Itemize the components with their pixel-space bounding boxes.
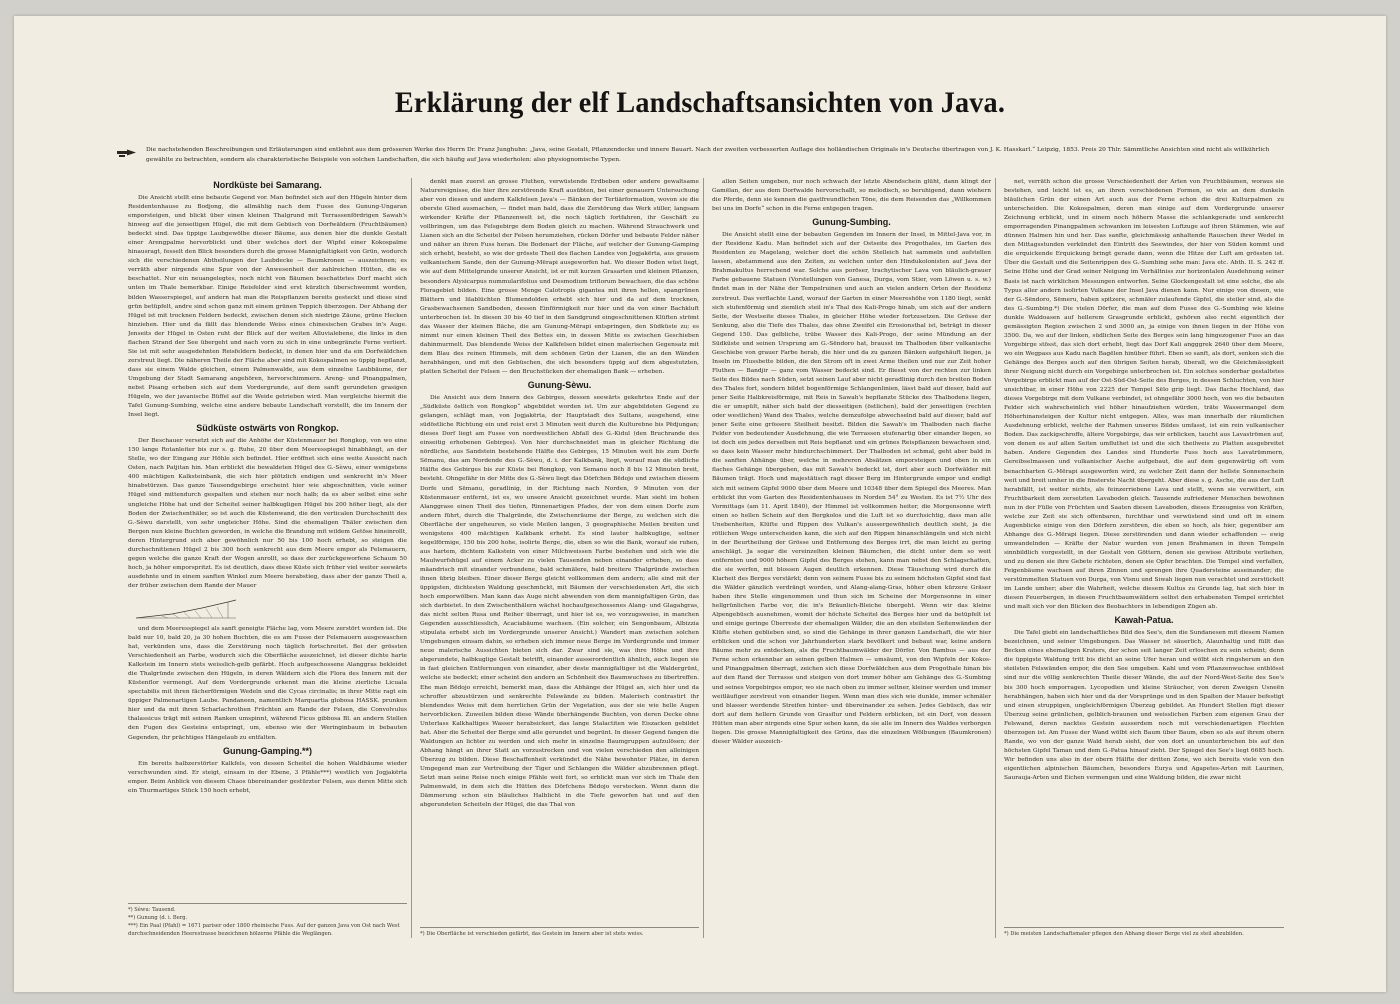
footnotes (128, 903, 407, 938)
page-title: Erklärung der elf Landschaftsansichten von Java. (394, 86, 1006, 119)
footnote: *) Sèwu: Tausend. (128, 907, 176, 913)
section-heading-südküste-ostwärts-von-rongkop: Südküste ostwärts von Rongkop. (196, 423, 339, 434)
coast-profile-sketch (132, 594, 242, 622)
section-heading-kawah-patua: Kawah-Patua. (1114, 615, 1174, 626)
paragraph: und dem Meeresspiegel als sanft geneigte Fläche lag, vom Meere zerstört worden ist. Die bald nur 10, bald 20, ja 30 hohen Buchten, die es am Fusse der Felsmauern ausgewaschen hat, verkünden uns, dass die Zerstörung noch täglich fortschreitet. Bei der grössten Verschiedenheit an Farbe, wodurch sich die Oberfläche auszeichnet, ist dieser dichte harte Kalkstein im Innern stets weisslich-gelb gefärbt. Hoch aufgeschossene Alanggras bekleidet die Thalgründe zwischen den Hügeln, in deren Wäldern sich die Flora des Innern mit der Küstenflor vermengt. Auf dem Vordergrunde erkennt man die kleine zierliche Licuala spectabilis mit ihren fächerförmigen Wedeln und die Cycas circinalis; in ihrer Mitte ragt ein üppiger Palmenartigen Laube. Pandaneen, namentlich Marquartia globosa HASSK. prunken hier und da mit ihren Scharlachrothen Früchten am Rande der Felsen, die Convolvulus thalassicus trägt mit seinen Ranken umspinnt, während Ficus gibbosa Bl. an andern Stellen den Fugen des Gesteins entspringt, um, ebenso wie der Weringinbaum in bebauten Gegenden, ihr prächtiges Hängelaub zu entfalten. (128, 625, 407, 741)
section-heading-gunung-gamping: Gunung-Gamping.**) (223, 745, 312, 756)
paragraph: Die Ansicht aus dem Innern des Gebirges, dessen seewärts gekehrtes Ende auf der „Südküste östlich von Rongkop“ abgebildet worden ist. Um zur abgebildeten Gegend zu gelangen, schlägt man, von Jogjakërta, der Hauptstadt des Sultans, ausgehend, eine südöstliche Richtung ein und reist erst 3 Minuten weit durch die Kulturebne bis Pëdjungan; dieses Dorf liegt am Fusse von nordwestlichen Abfall des G.-Kidul (den Bruchrande des einseitig erhobenen Gebirges). Von hier durchschneidet man in gleicher Richtung die nördliche, aus Sandstein bestehende Hälfte des Gebirges, 15 Minuten weit bis zum Dorfe Sëmanu, das am Nordende des G.-Sèwu, d. i. der Kalkbank, liegt, worauf man die südliche Hälfte des Gebirges bis zur Küste bei Rongkop, von Semanu noch 8 bis 12 Minuten breit, besteht. Ohngefähr in der Mitte des G.-Sèwu liegt das Dörfchen Bëdojo und zwischen diesem Dorfe und Sëmanu, geradlinig, in der Richtung nach Norden, 9 Minuten von der Küstenmauer entfernt, ist es, wo unsere Ansicht gezeichnet wurde. Man sieht im hohen Alanggrase einen Theil des tiefen, Rinnenartigen Pfades, der von dem einen Dorfe zum andern führt, durch die Thalgründe, die Zwischenräume der Berge, zu welchen sich die Oberfläche der ungeheuren, so viele Meilen langen, 3 geographische Meilen breiten und wenigstens 400 mächtigen Kalkbank erhebt. Es sind lauter halbkuglige, seltner kegelförmige, 150 bis 200 hohe, isolirte Berge, die, eben so wie die Bank, worauf sie ruhen, aus hartem, dichtem Kalkstein von einer Milchweissen Farbe bestehen und sich wie die Maulwurfshügel auf einem Acker zu vielen Tausenden neben einander erheben, so dass mäandrisch mit einander verbundene, bald schmälere, bald breitere Thalgründe zwischen ihnen übrig bleiben. Einer dieser Berge gleicht vollkommen dem andern; alle sind mit der üppigsten, dichtesten Waldung geschmückt, mit Bäumen der verschiedensten Art, die sich hoch emporwölben. Man kann das Auge nicht abwenden von dem mannigfaltigen Grün, das sich darbietet. In den Zwischenthälern wächst hochaufgeschossenes Alang- und Glagahgras, das nicht selten Rusa und Reiher überragt, und hier ist es, wo vorzugsweise, in manchen Gegenden ausschliesslich, Acaciabäume wachsen. (Ein solcher, ein Sengonbaum, Albizzia stipulata erhebt sich im Vordergrunde unserer Ansicht.) Wandert man zwischen solchen Umgebungen einsam dahin, so erheben sich immer neue Berge im Vordergrunde und immer neue malerische Aussichten bieten sich dar. Zwar sind sie, was ihre Höhe und ihre abgerundete, halbkuglige Gestalt betrifft, einander ausserordentlich ähnlich, auch liegen sie in fast gleichen Entfernungen von einander, aber deste mannigfaltiger ist die Waldergrünt, welche sie bedeckt; einer scheint den andern an Schönheit des Baumwuchses zu übertreffen. Ehe man Bëdojo erreicht, bemerkt man, dass die Abhänge der Hügel an, sich hier und da schroffer abzustürzen und senkrechte Felswände zu bilden. Malerisch contrastirt ihr blendendes Weiss mit dem herrlichen Grün der Vegetation, aus der sie wie helle Augen hervorblicken. Zuweilen bilden diese Wände überhängende Buchten, von deren Decke ohne Unterlass Kalkhaltiges Wasser herabsickert, das lange Stalactiten wie Eiszacken gebildet hat. Aber die Scheitel der Berge sind alle gerundet und begrünt. In dieser Gegend fangen die Waldungen an lichter zu werden und sich mehr in einzelne Baumgruppen aufzulösen; der Abhang hängt an ihrer Statt an vorzustrecken und von vielen verschieden den alleinigen Überzug zu bilden. Diese Beschaffenheit verkündet die Nähe bewohnter Plätze, in deren Umgegend man zur Vertreibung der Tiger und Schlangen die Wälder abzubrennen pflegt. Setzt man seine Reise noch einige Pfähle weit fort, so erblickt man vor sich im Thale den Palmenwald, in dem sich die Hütten des Dörfchens Bëdojo verstecken. Wenn dann die Dämmerung schon ein bläuliches Halblicht in die Tiefe geworfen hat und auf den abgerundeten Scheiteln der Hügel, die das Thal von (420, 395, 699, 809)
paragraph: Ein bereits halbzerstörter Kalkfels, von dessen Scheitel die hohen Waldbäume wieder verschwunden sind. Er steigt, einsam in der Ebene, 3 Pfähle***) westlich von Jogjakërta empor. Beim Anblick von diesem Chaos übereinander gestürzter Felsen, aus deren Mitte sich ein Thurmartiges Stück 150 hoch erhebt, (128, 760, 407, 794)
footnotes (1004, 927, 1284, 938)
paragraph: net, verräth schon die grosse Verschiedenheit der Arten von Fruchtbäumen, woraus sie bestehen, und leicht ist es, an ihren verschiedenen Formen, so wie an dem dunkeln bläulichen Grün der einen Art auch aus der Ferne schon die drei Kulturpalmen zu unterscheiden. Die Kokospalmen, deren man einige auf dem Vordergrunde unserer Zeichnung erblickt, und in einem noch höhern Masse die schlankgerade und senkrecht emporragenden Pinangpalmen schwanken im leisesten Luftzuge auf ihren Stämmen, wie auf dünnen Halmen hin und her. Das sanfte, gleichmässig anhaltende Rauschen ihrer Wedel in den Mittagsstunden verkündet den Eintritt des Seewindes, der hier von Süden kommt und die erquickende Erquickung bringt gerade dann, wenn die Hitze der Luft am grössten ist. Über die Gestalt und die Seitenrippen des G.-Sumbing sehe man: Java etc. Abth. II. S. 242 ff. Seine Höhe und der Grad seiner Neigung im Verhältniss zur horizontalen Ausdehnung seiner Basis ist nach wirklichen Messungen entworfen. Seine Glockengestalt ist eine solche, die als Typus aller andern isolirten Vulkane der Insel Java dienen kann. Nur einige von diesen, wie der G.-Sëndoro, Sëmeru, haben spitzere, schmäler zulaufende Gipfel, die steiler sind, als die des G.-Sumbing.*) Die vielen Dörfer, die man auf dem Fusse des G.-Sumbing wie kleine dunkle Waldoasen auf hellerem Grasgrunde erblickt, gehören also recht eigentlich der gemässigten Region zwischen 2 und 3000 an, ja einige von ihnen liegen in der Höhe von 3500. Da, wo auf der linken, südlichen Seite des Berges sein lang hingezogener Fuss an das Vorgebirge stösst, das sich dort erhebt, liegt das Dorf Kali angggrek 2640 über dem Meere, wo ein Wegpass aus Kadu nach Bagëlen hinüber führt. Eben so sanft, als dort, senken sich die Gehänge des Berges auch auf den übrigen Seiten herab, überall, wo die Gleichmässigkeit ihrer Neigung nicht durch ein Vorgebirge unterbrochen ist. Ein solches sonderbar gestaltetes Vorgebirge erblickt man auf der Ost-Süd-Ost-Seite des Berges, in dessen Schluchten, von hier unsichtbar, in einer Höhe von 2225 der Tempel Sëlo grip liegt. Das flache Hochland, das dieses Vorgebirge mit dem Vulkane verbindet, ist ohngefähr 3000 hoch, von wo die bebauten Felder sich wahrscheinlich viel höher hinaufziehen würden, träte Wassermangel dem Höherhinansteigen der Kultur nicht entgegen. Alles, was man innerhalb der räumlichen Ausdehnung erblickt, welche der Rahmen unseres Bildes umfasst, ist ein rein vulkanischer Boden. Das zackigschroffe, ältere Vorgebirge, das wir erblicken, taucht aus Lavaströmen auf, von denen es auf allen Seiten umfluthet ist und die sich theilweis zu Platten ausgebreitet haben. Andere Gegenden des Landes sind Hunderte Fuss hoch aus Lavatrümmern, Gereibselmassen und vulkanischer Asche aufgebaut, die auf dem gegenwärtig oft vom benachbarten G.-Mërapi ausgeworfen wird, zu welcher Zeit dann der hellste Sonnenschein weit und breit umher in die finsterste Nacht übergeht. Aber diese s. g. Asche, die aus der Luft herabfällt, ist weiter nichts, als feinzerriebene Lava und stellt, wenn sie verwittert, ein Fruchtbarkeit dem zersetzten Lavaboden gleich. Tausende zufriedener Menschen bewohnen nun in der Fülle von Früchten und Saaten diesen Lavaboden, dieses Erzeugniss von Kräften, welche zur Zeit sie sich offenbaren, furchtbar und verwüstend sind und oft in einem Augenblicke einige von den Dörfern zerstören, die eben so hoch, als hier, gegenüber am Abhange des G.-Mërapi liegen. Diese zerstörenden und dann wieder schaffenden — ewig umwandelnden — Kräfte der Natur wurden von jenen Brahmanen in ihren Tempeln sinnbildlich vorgestellt, in der Gestalt von Göttern, denen sie gewisse Attribute verliehen, und zu denen sie ihre Gebete richteten, denen sie Opfer brachten. Die Tempel sind verfallen, Feigenbäume wachsen auf ihren Zinnen und sprengen ihre Quadersteine auseinander; die verstümmelten Statuen von Durga, von Visnu und Siwah liegen nun verachtet und zerstückelt im Lande umher; aber die Wahrheit, welche diesem Kultus zu Grunde lag, hat sich hier in diesen Feuerbergen, in diesen Fruchtbaumwäldern selbst den erhabensten Tempel errichtet und malt sich vor den Blicken des Beobachters in lebendigen Zügen ab. (1004, 179, 1285, 611)
paragraph: Die Tafel giebt ein landschaftliches Bild des See's, den die Sundanesen mit diesem Namen bezeichnen, und seiner Umgebungen. Das Wasser ist säuerlich, Alaunhaltig und füllt das Becken eines ehemaligen Kraters, der schon seit langer Zeit erloschen zu sein scheint; denn die üppigste Waldung tritt bis dicht an seine Ufer heran und wölbt sich ringsherum an den steilsten Felswänden empor, die den See umgeben. Kahl und vom Pflanzenwuchse entblösst sind nur die völlig senkrechten Theile dieser Wände, die auf der Nord-West-Seite des See's bis 300 hoch emporragen. Lycopodien und kleine Sträucher, von deren Zweigen Usneën herabhängen, haben sich hier und da der Vorsprünge und in den Spalten der Mauer befestigt und einen struppigen, ungleichförmigen Überzug gebildet. An Hundert Stellen fügt dieser Überzug seine grünlichen, gelblich-braunen und weisslichen Farben zum eigenen Grau der Felswand, deren nacktes Gestein ausserdem noch mit verschiedenartigen Flechten überzogen ist. Am Fusse der Wand wölbt sich Baum über Baum, eben so als auf ihrem obern Rande, wo von der ganze Wald herab sieht, der von dort an ununterbrochen bis auf den höchsten Gipfel Taman und dem G.-Patua hinauf zieht. Der Spiegel des See's liegt 6685 hoch. Wir befinden uns also in der obern Hälfte der dritten Zone, wo sich bereits viele von den eigentlichen alpinischen Bäumchen, besonders Eurya und Agapetes-Arten mit Laurinen, Saurauja-Arten und Eichen vermengen und eine Waldung bilden, die zwar nicht (1004, 630, 1284, 781)
text-column-4 (1004, 178, 1288, 938)
paragraph: Der Beschauer versetzt sich auf die Anhöhe der Küstenmauer bei Rongkop, von wo eine 150 lange Rotanleiter bis zur s. g. Ruhe, 20 über dem Meeresspiegel hinabhängt, an der Stelle, wo der Eingang zur Höhle sich befindet. Hier eröffnet sich eine weite Aussicht nach Osten, nach Patjitan hin. Man erblickt die bewaldeten Hügel des G.-Sèwu, einer wenigstens 400 mächtigen Kalksteinbank, die sich hier plötzlich endigen und senkrecht in's Meer hinabstürzen. Das ganze Tausendgebirge erscheint hier wie abgeschnitten, viele seiner Hügel sind mittendurch gespalten und stehen nur noch halb; da es aber selbst eine sehr ungleiche Höhe hat und der Scheitel seiner halbkugligen Hügel bis 200 höher liegt, als der Boden der Zwischenthäler, so ist auch die Küstenwand, die den verticalen Durchschnitt des G.-Sèwu darstellt, von sehr ungleicher Höhe. Sind die ehemaligen Thäler zwischen den Bergen nun kleine Buchten geworden, in welche die Brandung mit wildem Getöse hineinrollt, deren Hintergrund sich aber gewöhnlich nur 50 bis 100 hoch erhebt, so steigen die durchschnittenen Hügel 2 bis 300 hoch senkrecht aus dem Meere empor als Felsmauern, gegen welche die ganze Kraft der Wogen anrollt, so dass der zurückgeworfene Schaum 50 hoch, ja höher emporspritzt. Es ist deutlich, dass diese Küste sich früher viel weiter seewärts ausdehnte und in einem sanften Winkel zum Meere herabstieg, dass aber der ganze Theil a, der früher zwischen dem Rande der Mauer (128, 438, 407, 589)
paragraph: denkt man zuerst an grosse Fluthen, verwüstende Erdbeben oder andere gewaltsame Naturereignisse, die hier ihre zerstörende Kraft ausübten, bei einer genauern Untersuchung aber von diesen und andern Kalkfelsen Java's — Bänken der Tertiärformation, wovon sie die oberste Glied ausmachen, — findet man bald, dass die Zerstörung das Werk stiller, langsam wirkender Kräfte der Pflanzenwelt ist, die noch täglich fortfahren, ihr Geschäft zu vollbringen, um das Felsgebirge dem Boden gleich zu machen. Während Strauchwerk und Lianen sich an die Scheitel der Felsen herumziehen, rücken Dörfer und bebaute Felder näher und näher an ihren Fuss heran. Die Bodenart der Fläche, auf welcher der Gunung-Gamping sich erhebt, besteht, so wie der grösste Theil des flachen Landes von Jogjakërta, aus grauem vulkanischem Sande, den der Gunung-Mërapi ausgeworfen hat. Wo dieser Boden wüst liegt, wie auf dem Mittelgrunde unserer Ansicht, ist er mit kurzen Grasarten und kleinen Pflanzen, besonders Alysicarpus nummularifolius und Desmodium triflorum bewachsen, die das schöne Floragebiet bilden. Eine grosse Menge Calotropis gigantea mit ihren hellen, spangrünen Blättern und lilablüchten Blumendolden erhebt sich hier und da auf dem trocknen, Grasbewachsenen Sandboden, dessen Einförmigkeit nur hier und da von einer Bachkluft unterbrochen ist. In diesen 30 bis 40 tief in den Sandgrund eingeschnittenen Klüften strömt das Wasser der kleinen Bäche, die am Gunung-Mërapi entspringen, den Südküste zu; es nimmt nur einen kleinen Theil des Bettes ein, in dessen Mitte es zwischen Geschieben dahinmurmelt. Das blendende Weiss der Kalkfelsen bildet einen malerischen Gegensatz mit dem Blau des reinen Himmels, mit dem schönen Grün der Lianen, die an den Wänden herabhängen, und mit den Gebüschen, die sich besonders üppig auf dem abgestutzten, platten Scheitel der Felsen — den Bruchstücken der ehemaligen Bank — erheben. (420, 179, 699, 375)
intro-text: Die nachstehenden Beschreibungen und Erläuterungen sind entlehnt aus dem grösseren Werke des Herrn Dr. Franz Junghuhn: „Java, seine Gestalt, Pflanzendecke und innere Bauart. Nach der zweiten verbesserten Auflage des holländischen Originals in's Deutsche übertragen von J. K. Hasskarl.“ Leipzig, 1853. Preis 20 Thlr. Sämmtliche Ansichten sind nicht als willkührlich gewählte zu betrachten, sondern als charakteristische Beispiele von solchen Landschaften, die sich häufig auf Java wiederholen: also physiognomische Typen. (146, 147, 1270, 163)
pointing-hand-icon (116, 147, 138, 159)
footnote: *) Die meisten Landschaftsmaler pflegen den Abhang dieser Berge viel zu steil abzubilden. (1004, 931, 1244, 937)
footnote: **) Gunung (d. i. Berg. (128, 915, 188, 921)
footnotes (420, 927, 699, 938)
paragraph: allen Seiten umgeben, nur noch schwach der letzte Abendschein glüht, dann klingt der Gamëlan, der aus dem Dorfwalde hervorschallt, so melodisch, so beruhigend, dann wiehern die Pferde, denn sie kennen die gastfreundlichen Töne, die dem Reisenden das „Willkommen bei uns im Dorfe“ schon in die Ferne entgegen tragen. (712, 179, 991, 213)
section-heading-nordküste-bei-samarang: Nordküste bei Samarang. (213, 180, 322, 190)
section-heading-gunung-s-wu: Gunung-Sèwu. (527, 380, 592, 391)
section-heading-gunung-sumbing: Gunung-Sumbing. (812, 217, 891, 228)
footnote: ***) Ein Paal (Pfahl) = 1671 pariser oder 1800 rheinische Fuss. Auf der ganzen Java von Ost nach West durchschneidenden Heerestrasse bezeichnen hölzerne Pfähle die Weglängen. (128, 923, 400, 937)
intro-row (116, 146, 1286, 165)
paragraph: Die Ansicht stellt eine bebaute Gegend vor. Man befindet sich auf den Hügeln hinter dem Residentenhause zu Bodjong, die allmählig nach dem Fusse des Gunung-Ungaran emporsteigen, und blickt über einen kleinen Thalgrund mit Terrassenfördrigen Sawah's hinweg auf die jenseitigen Hügel, die mit dem Gebüsch von Dorfwäldern (Fruchtbäumen) bedeckt sind. Das üppige Laubgewölbe dieser Bäume, aus denen hier die dunkle Gestalt einer Arengpalme hervorblickt und über welches dort der Wipfel einer Kokospalme hinausragt, fesselt den Blick besonders durch die grosse Mannigfaltigkeit von Grün, wodurch sich die verschiedenen Abtheilungen der Laubdecke — Baumkronen — auszeichnen; es verräth aber nirgends eine Spur von der Anwesenheit der zahlreichen Hütten, die es beschattet. Nur ein neuangelegtes, noch nicht von Bäumen beschattetes Dorf macht sich unten im Thale bemerkbar. Einige Reisfelder sind erst kürzlich überschwemmt worden, bilden Wasserspiegel, auf andern hat man die Reispflanzen bereits gesteckt und diese sind grün betüpfelt, andre sind schon ganz mit einem grünen Teppich überzogen. Der Abhang der Hügel ist mit trocknen Feldern bedeckt, zwischen denen sich niedrige Zäune, grüne Hecken hinziehen. Hier und da fällt das blendende Weiss eines chinesischen Grabes in's Auge. Jenseits der Hügel in Osten ruht der Blick auf der weiten Alluvialebene, die links in den flachen Strand der See übergeht und nach vorn zu sich in eine unbegränzte Ferne verliert. Sie ist mit sehr ausgedehnten Reisfeldern bedeckt, in denen hier und da ein Dorfwäldchen zerstreut liegt. Die näheren Theile der Fläche aber sind mit Kokospalmen so üppig bepflanzt, dass sie einem Walde gleichen, einem Palmenwalde, aus dem einzelne Laubbäume, der Umgebung der Stadt Samarang angehören, hervorschimmern. Areng- und Pinangpalmen, nebst Pisang erheben sich auf dem Vordergrunde, auf dem sanft gerundeten grasigen Hügeln, wo der javanische Büffel auf die Weide getrieben wird. Man vergleiche hiermit die Tafel Gunung-Sumbing, welche eine andere bebaute Landschaft vorstellt, die im Innern der Insel liegt. (128, 195, 407, 419)
paragraph: Die Ansicht stellt eine der bebauten Gegenden im Innern der Insel, in Mittel-Java vor, in der Residenz Kadu. Man befindet sich auf der Ostseite des Progothales, im Garten des Residenten zu Magelang, welcher dort die schön Stelleich hat sammeln und aufstellen lassen, abstammend aus den Zeiten, zu welchen unter den Hindukolonisten auf Java der Brahmakultus herrschend war. Solche aus poröser, trachytischer Lava von bläulich-grauer Farbe gebauene Statuen (Vorstellungen von Ganesa, Durga, vom Stier, vom Löwen u. s. w.) findet man in der Nähe der Tempelruinen und auch an vielen andern Orten der Residenz zerstreut. Das verflachte Land, worauf der Garten in einer Meereshöhe von 1180 liegt, senkt sich stufenförmig und ziemlich steil in's Thal des Kali-Progo hinab, um sich auf der andern Seite, der Westseite dieses Thales, in gleicher Höhe wieder fortzusetzen. Die Grösse der Senkung, also die Tiefe des Thales, das ohne Zweifel ein Erosionsthal ist, beträgt in dieser Gegend 150. Das gelbliche, trübe Wasser des Kali-Progo, der seine Mündung an der Südküste und seinen Ursprung am G.-Sëndoro hat, brausst im Thalboden über vulkanische Geschiebe von grauer Farbe herab, die hier und da zu ganzen Bänken aufgehäuft liegen, ja Inseln im Flussbette bilden, die den Strom oft in zwei Arme theilen und nur zur Zeit hoher Fluthen — Bandjir — ganz vom Wasser bedeckt sind. Er fliesst von der rechten zur linken Seite des Bildes nach Süden, setzt seinen Lauf aber nicht geradlinig durch den breiten Boden des Thales fort, sondern bildet bogenförmige Schlangenlinien, lässt bald auf dieser, bald auf jener Seite Halbkreisförmige, mit Reis in Sawah's bepflanzte Stücke des Thalbodens liegen, die er umspült, näher sich bald der diesseitigen (östlichen), bald der jenseitigen (rechten oder westlichen) Wand des Thales, welche demzufolge abwechselnd bald auf dieser, bald auf jener Seite eine grössere Steilheit besitzt. Bilden die Sawah's im Thalboden nach flache Felder von bedeutender Ausdehnung, die wie Terrassen stufenartig über einander liegen, so ist doch ein jedes derselben mit Reis bepflanzt und ein grünes Reispflanzen bewachsen sind, so dass kein Wasser mehr hindurchschimmert. Der Thalboden ist schmal, geht aber bald in die sanften Abhänge über, welche in mehreren Absätzen emporsteigen und oben in ein flaches Gehänge übergehen, das mit Sawah's bedeckt ist, dort aber auch Dorfwälder mit Bäumen trägt. Hoch und majestätisch ragt dieser Berg im Hintergrunde empor und endigt sich mit seinem Gipfel 9000 über dem Meere und 10348 über dem Spiegel des Meeres. Man erblickt ihn vom Garten des Residentenhauses in Norden 54° zu Westen. Es ist 7½ Uhr des Vormittags (am 11. April 1840), der Himmel ist vollkommen heiter, die Morgensonne wirft einen so hellen Schein auf den Bergkolos und die Luft ist so durchsichtig, dass man alle Unebenheiten, Klüfte und Rippen des Vulkan's aussergewöhnlich deutlich sieht, ja die rötlichen Wege unterscheiden kann, die sich auf den Rippen hinanschlängeln und sich nicht in der Beurtheilung der Grösse und Entfernung des Berges irrt, die man leicht zu gering anschlägt. Ja sogar die vereinzelten kleinen Bäumchen, die dicht unter dem so weit entfernten und 9000 höhern Gipfel des Berges stehen, kann man nebst den Schlagschatten, die sie werfen, mit blossen Augen deutlich erkennen. Diese Täuschung wird durch die Klarheit des Berges verstärkt; denn von seinem Fusse bis zu seinem höchsten Gipfel sind fast die Wälder gänzlich verdrängt worden, und Alang-alang-Gras, höher oben kürzere Gräser haben ihre Stelle eingenommen und thun sich im Scheine der Morgensonne in einer hellgrünlichen Farbe vor, die in's Bräunlich-Bleiche übergeht. Wenn wir das kleine Alpengebüsch ausnehmen, womit der höchste Scheitel des Berges hier und da betüpfelt ist und einige geringe Überreste der ehemaligen Wälder, die an den steilsten Seitenwänden der Klüfte stehen geblieben sind, so sind die Gehänge in ihrer ganzen Landschaft, die wir hier erblicken und die schon vor Jahrhunderten stark bevölkert und bebaut war, keine andern Bäume mehr zu entdecken, als die Fruchtbaumwälder der Dörfer. Von Bambus — aus der Ferne schon erkennbar an seinen gelben Halmen — umsäumt, von den Wipfeln der Kokos- und Pinangpalmen überragt, zeichen sich diese Dorfwäldchen aus dem Progothale hinan bis auf den Rand der Terrasse und steigen von dort immer höher am Gehänge des G.-Sumbing und seines Vorgebirges empor, wo sie nach oben zu immer seltner, kleiner werden und immer weitläufiger zerstreut von einander liegen. Wenn man dies sich wie dunkle, immer schmäler und blasser werdende Streifen hinter- und übereinander zu sehen. Jedes Gebüsch, das wir dort auf dem hellern Grunde von Grasflur und Feldern erblicken, ist ein Dorf, von dessen Hütten man aber nirgends eine Spur sehen kann, da sie alle im Innern des Waldes verborgen liegen. Die grosse Mannigfaltigkeit des Grüns, das die einzelnen Wölbungen (Baumkronen) dieser Wälder auszeich- (712, 232, 991, 745)
text-column-3 (712, 178, 996, 938)
poster-sheet (14, 16, 1386, 992)
text-columns (128, 178, 1288, 938)
text-column-2 (420, 178, 704, 938)
text-column-1 (128, 178, 412, 938)
footnote: *) Die Oberfläche ist verschieden gefärbt, das Gestein im Innern aber ist stets weiss. (420, 931, 644, 937)
